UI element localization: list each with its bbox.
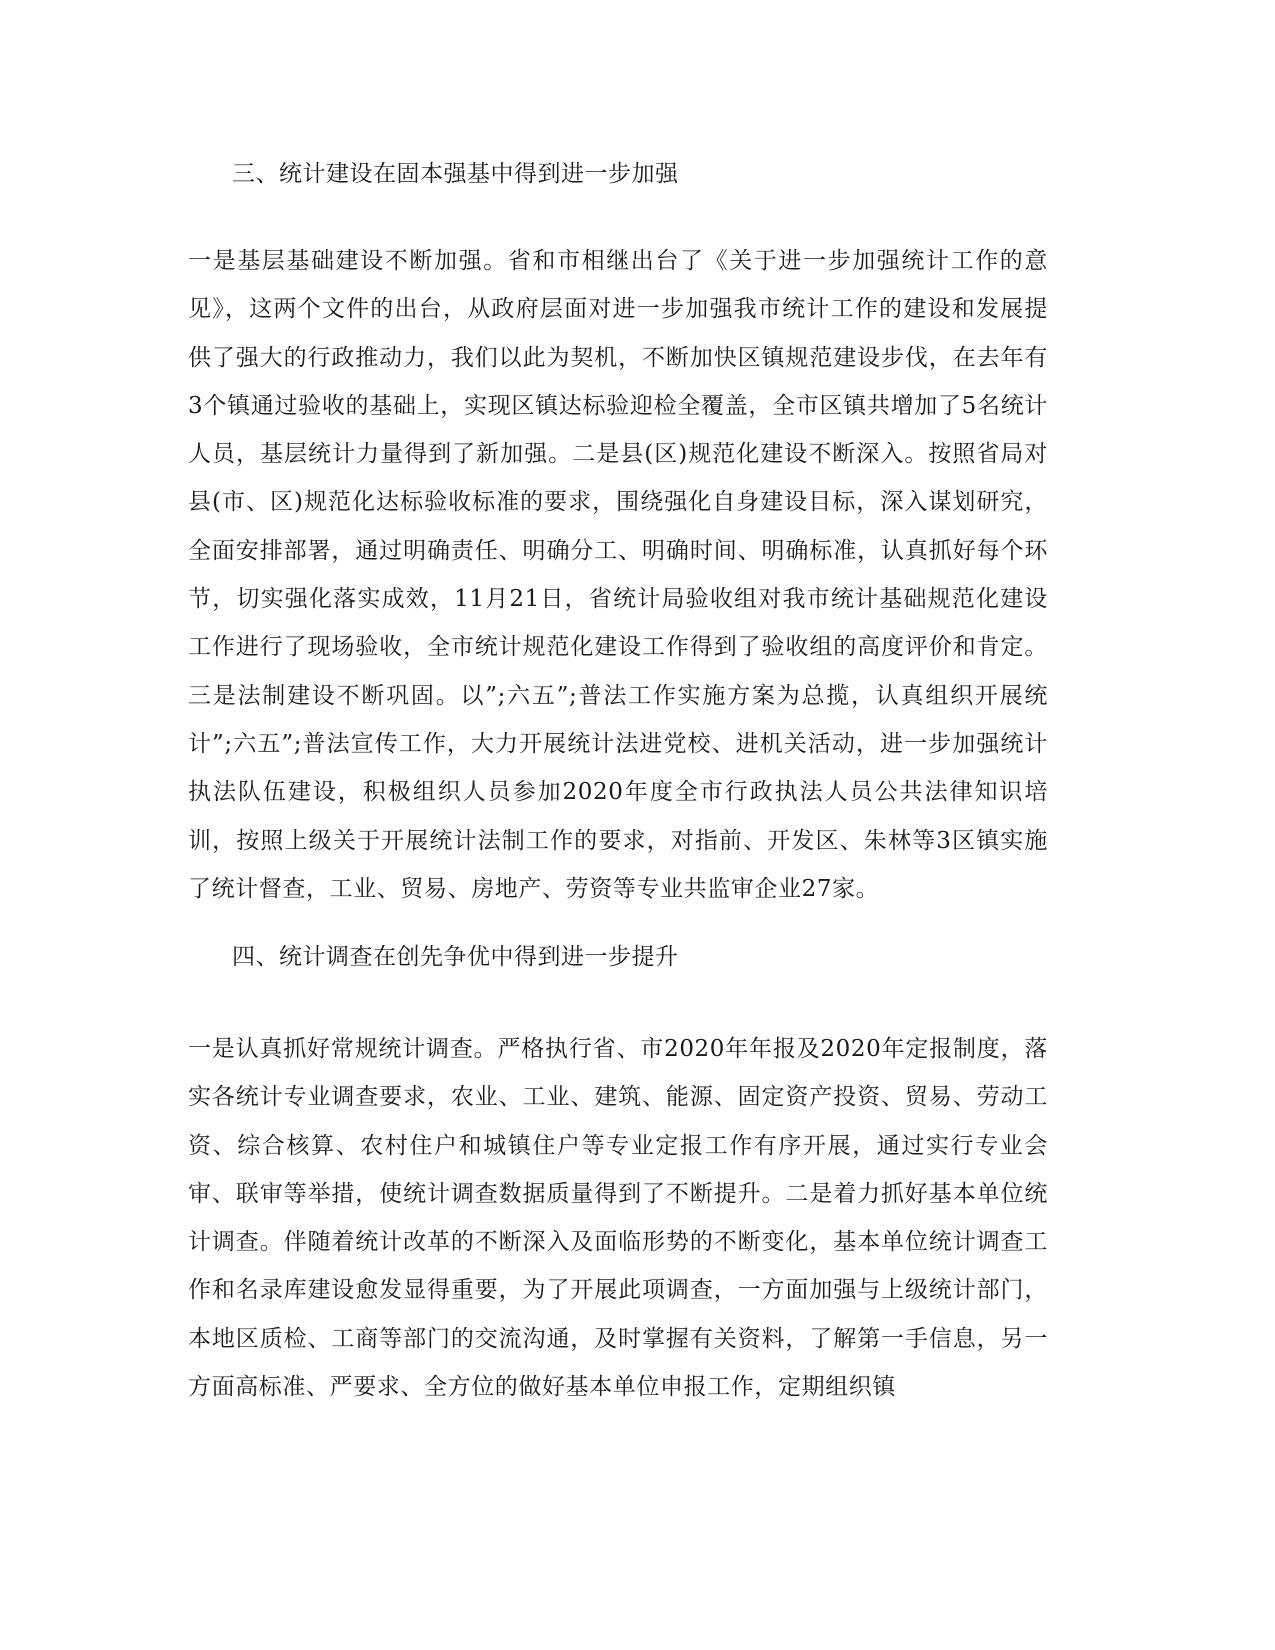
section-heading-3: 三、统计建设在固本强基中得到进一步加强 [232,161,679,187]
section-4-paragraph: 一是认真抓好常规统计调查。严格执行省、市2020年年报及2020年定报制度，落实各统计专业调查要求，农业、工业、建筑、能源、固定资产投资、贸易、劳动工资、综合核算、农村住户和城镇住户等专业定报工作有序开展，通过实行专业会审、联审等举措，使统计调查数据质量得到了不断提升。二是着力抓好基本单位统计调查。伴随着统计改革的不断深入及面临形势的不断变化，基本单位统计调查工作和名录库建设愈发显得重要，为了开展此项调查，一方面加强与上级统计部门，本地区质检、工商等部门的交流沟通，及时掌握有关资料，了解第一手信息，另一方面高标准、严要求、全方位的做好基本单位申报工作，定期组织镇 [188,1036,1048,1401]
section-3-paragraph: 一是基层基础建设不断加强。省和市相继出台了《关于进一步加强统计工作的意见》，这两个文件的出台，从政府层面对进一步加强我市统计工作的建设和发展提供了强大的行政推动力，我们以此为契机，不断加快区镇规范建设步伐，在去年有3个镇通过验收的基础上，实现区镇达标验迎检全覆盖，全市区镇共增加了5名统计人员，基层统计力量得到了新加强。二是县(区)规范化建设不断深入。按照省局对县(市、区)规范化达标验收标准的要求，围绕强化自身建设目标，深入谋划研究，全面安排部署，通过明确责任、明确分工、明确时间、明确标准，认真抓好每个环节，切实强化落实成效，11月21日，省统计局验收组对我市统计基础规范化建设工作进行了现场验收，全市统计规范化建设工作得到了验收组的高度评价和肯定。三是法制建设不断巩固。以”;六五”;普法工作实施方案为总揽，认真组织开展统计”;六五”;普法宣传工作，大力开展统计法进党校、进机关活动，进一步加强统计执法队伍建设，积极组织人员参加2020年度全市行政执法人员公共法律知识培训，按照上级关于开展统计法制工作的要求，对指前、开发区、朱林等3区镇实施了统计督查，工业、贸易、房地产、劳资等专业共监审企业27家。 [188,248,1048,902]
section-heading-4: 四、统计调查在创先争优中得到进一步提升 [232,944,679,970]
